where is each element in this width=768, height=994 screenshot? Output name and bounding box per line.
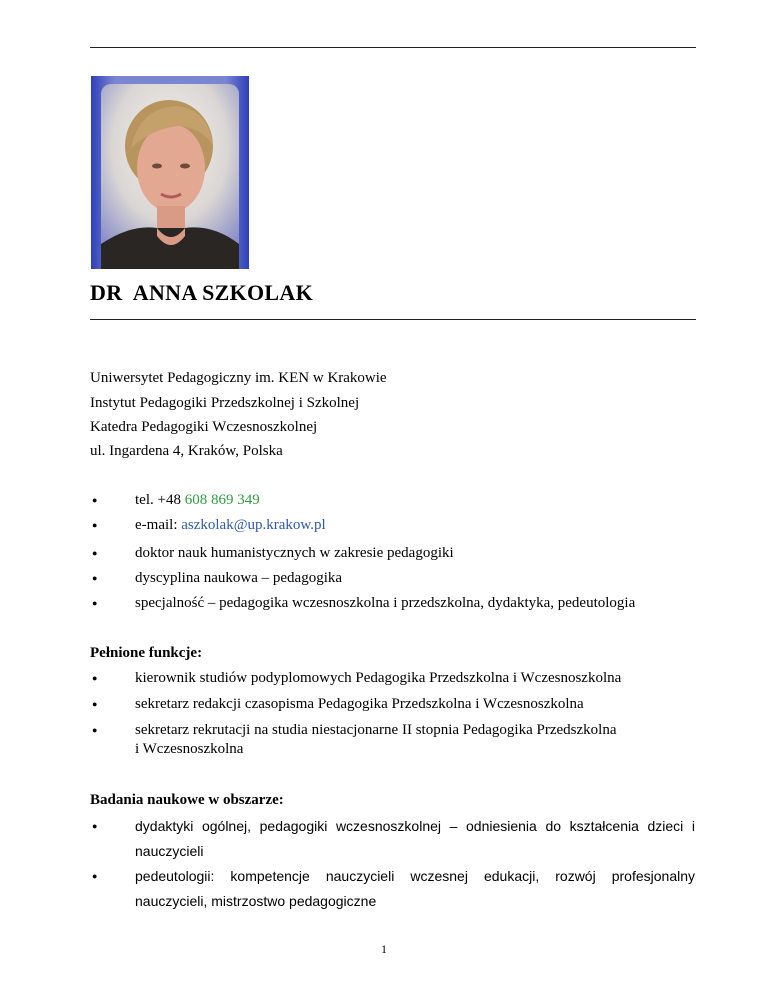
research-text: nauczycieli, mistrzostwo pedagogiczne [135,893,377,909]
bullet-icon: ● [92,520,98,530]
bullet-icon: ● [92,725,98,735]
function-text: i Wczesnoszkolna [135,741,244,757]
bullet-icon: ● [92,673,98,683]
bullet-icon: ● [92,495,98,505]
functions-heading: Pełnione funkcje: [90,645,203,661]
function-text: sekretarz redakcji czasopisma Pedagogika Przedszkolna i Wczesnoszkolna [135,696,584,712]
research-text: pedeutologii: kompetencje nauczycieli wczesnej edukacji, rozwój profesjonalny [135,868,695,884]
bullet-icon: ● [92,598,98,608]
top-rule [90,47,696,48]
email-link[interactable]: aszkolak@up.krakow.pl [181,517,326,533]
address-university: Uniwersytet Pedagogiczny im. KEN w Krakowie [90,370,387,386]
bullet-icon: ● [92,699,98,709]
address-street: ul. Ingardena 4, Kraków, Polska [90,443,283,459]
person-name: DR ANNA SZKOLAK [90,280,314,305]
bullet-icon: ● [92,548,98,558]
email-label: e-mail: [135,517,182,533]
specialty-text: specjalność – pedagogika wczesnoszkolna i przedszkolna, dydaktyka, pedeutologia [135,595,636,611]
address-department: Katedra Pedagogiki Wczesnoszkolnej [90,419,318,435]
degree-text: doktor nauk humanistycznych w zakresie pedagogiki [135,545,454,561]
bullet-icon: ● [92,821,98,831]
bullet-icon: ● [92,573,98,583]
portrait-image [91,76,249,269]
research-text: dydaktyki ogólnej, pedagogiki wczesnoszkolnej – odniesienia do kształcenia dzieci i [135,818,695,834]
phone-label: tel. +48 [135,492,185,508]
research-text: nauczycieli [135,843,204,859]
page-number: 1 [381,942,387,956]
function-text: sekretarz rekrutacji na studia niestacjonarne II stopnia Pedagogika Przedszkolna [135,722,617,738]
address-institute: Instytut Pedagogiki Przedszkolnej i Szkolnej [90,395,360,411]
name-underline-rule [90,319,696,320]
discipline-text: dyscyplina naukowa – pedagogika [135,570,343,586]
research-heading: Badania naukowe w obszarze: [90,792,284,808]
profile-photo [91,76,249,269]
phone-number[interactable]: 608 869 349 [184,492,260,508]
function-text: kierownik studiów podyplomowych Pedagogika Przedszkolna i Wczesnoszkolna [135,670,622,686]
bullet-icon: ● [92,871,98,881]
